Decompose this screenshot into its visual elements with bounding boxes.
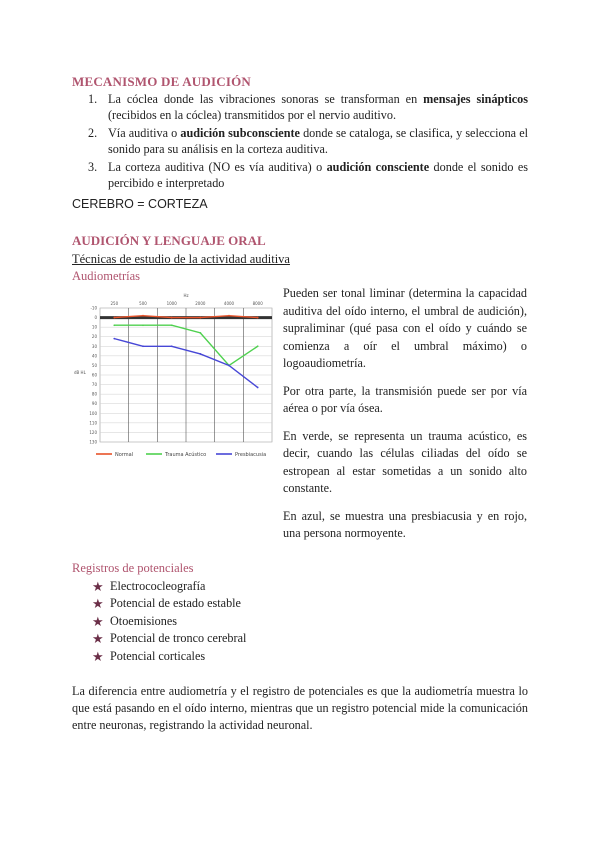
y-tick-label: 50 [91, 362, 97, 368]
x-tick-label: 250 [110, 301, 119, 306]
data-point [257, 387, 259, 389]
chart-legend [96, 451, 266, 458]
list-item [92, 630, 246, 647]
subtitle-registros: Registros de potenciales [72, 561, 194, 575]
data-point [113, 338, 115, 340]
y-tick-label: 60 [91, 372, 97, 378]
list-item-label: Electrococleografía [110, 579, 206, 593]
y-tick-label: 70 [91, 382, 97, 388]
audiogram-chart [74, 288, 276, 464]
y-tick-label: 40 [91, 353, 97, 359]
list-item [92, 595, 246, 612]
data-point [113, 324, 115, 326]
item-bold: audición consciente [326, 160, 430, 174]
list-item [92, 578, 246, 595]
list-item-label: Potencial corticales [110, 648, 206, 663]
data-point [171, 317, 173, 319]
item-text: La cóclea donde las vibraciones sonoras se transforman en [108, 92, 424, 106]
list-item [92, 648, 246, 665]
data-point [228, 365, 230, 367]
data-point [199, 332, 201, 334]
registros-list [92, 578, 246, 665]
chart-title: Hz [183, 293, 189, 298]
item-text: donde el sonido es percibido e interpretado [108, 160, 528, 190]
list-item [88, 125, 528, 157]
item-text: La corteza auditiva (NO es vía auditiva) o [108, 160, 327, 174]
chart-ylabel: dB HL [74, 370, 86, 375]
list-item-label: Potencial de estado estable [110, 596, 241, 611]
x-tick-label: 2000 [195, 301, 206, 306]
conclusion-paragraph: La diferencia entre audiometría y el registro de potenciales es que la audiometría muestra lo que está pasando en el oído interno, mientras que un registro potencial mide la comunicación entre neuronas, registrando la actividad neuronal. [72, 684, 528, 732]
data-point [113, 317, 115, 319]
y-tick-label: 0 [94, 315, 97, 321]
data-point [199, 317, 201, 319]
paragraph: En azul, se muestra una presbiacusia y en rojo, una persona normoyente. [283, 508, 527, 540]
legend-label: Trauma Acústico [165, 452, 207, 458]
chart-grid [100, 308, 272, 442]
x-tick-label: 1000 [166, 301, 177, 306]
mechanism-list [88, 91, 528, 193]
subtitle-tecnicas: Técnicas de estudio de la actividad auditiva [72, 252, 290, 266]
y-tick-label: 130 [89, 439, 97, 445]
star-icon: ★ [92, 579, 104, 594]
x-tick-label: 8000 [252, 301, 263, 306]
data-point [171, 345, 173, 347]
section-title-mecanismo: MECANISMO DE AUDICIÓN [72, 74, 251, 89]
list-item-label: Otoemisiones [110, 613, 178, 628]
subtitle-audiometrias: Audiometrías [72, 269, 141, 283]
y-tick-label: -10 [90, 305, 97, 311]
audiometry-description [283, 285, 527, 553]
y-tick-label: 110 [89, 420, 97, 426]
data-point [171, 324, 173, 326]
y-tick-label: 30 [91, 343, 97, 349]
data-point [257, 345, 259, 347]
legend-label: Presbiacusia [235, 452, 267, 458]
cerebro-corteza-note: CEREBRO = CORTEZA [72, 197, 208, 211]
item-bold: mensajes sinápticos [423, 92, 529, 106]
x-tick-label: 4000 [223, 301, 235, 306]
data-point [142, 345, 144, 347]
legend-label: Normal [115, 452, 134, 458]
item-number: 3. [88, 160, 98, 174]
section-title-audicion: AUDICIÓN Y LENGUAJE ORAL [72, 233, 266, 248]
y-tick-label: 90 [91, 401, 97, 407]
item-text: (recibidos en la cóclea) transmitidos por el nervio auditivo. [108, 108, 397, 122]
list-item [92, 613, 246, 630]
star-icon: ★ [92, 596, 104, 612]
star-icon: ★ [92, 631, 104, 647]
y-tick-label: 100 [89, 410, 97, 416]
list-item [88, 159, 528, 191]
data-point [142, 324, 144, 326]
item-bold: audición subconsciente [180, 126, 300, 140]
y-tick-label: 120 [89, 429, 97, 435]
data-point [199, 353, 201, 355]
item-text: Vía auditiva o [108, 126, 181, 140]
y-tick-label: 10 [91, 324, 97, 330]
item-number: 1. [88, 92, 98, 106]
y-tick-label: 20 [91, 334, 97, 340]
y-tick-label: 80 [91, 391, 97, 397]
star-icon: ★ [92, 613, 104, 629]
list-item-label: Potencial de tronco cerebral [110, 631, 247, 646]
item-number: 2. [88, 126, 98, 140]
data-point [142, 315, 144, 317]
paragraph: Pueden ser tonal liminar (determina la capacidad auditiva del oído interno, el umbral de audición), supraliminar (qué pasa con el oído y cuándo se comienza a oír el umbral máximo) o logoaudiometría. [283, 286, 527, 370]
list-item [88, 91, 528, 123]
paragraph: En verde, se representa un trauma acústico, es decir, cuando las células ciliadas del oído se estropean al estar sometidas a un sonido alto constante. [283, 428, 527, 495]
x-tick-label: 500 [139, 301, 147, 306]
item-text: donde se cataloga, se clasifica, y selecciona el sonido para su análisis en la corteza auditiva. [108, 126, 528, 156]
data-point [228, 315, 230, 317]
star-icon: ★ [92, 648, 104, 664]
paragraph: Por otra parte, la transmisión puede ser por vía aérea o por vía ósea. [283, 383, 527, 415]
data-point [257, 317, 259, 319]
